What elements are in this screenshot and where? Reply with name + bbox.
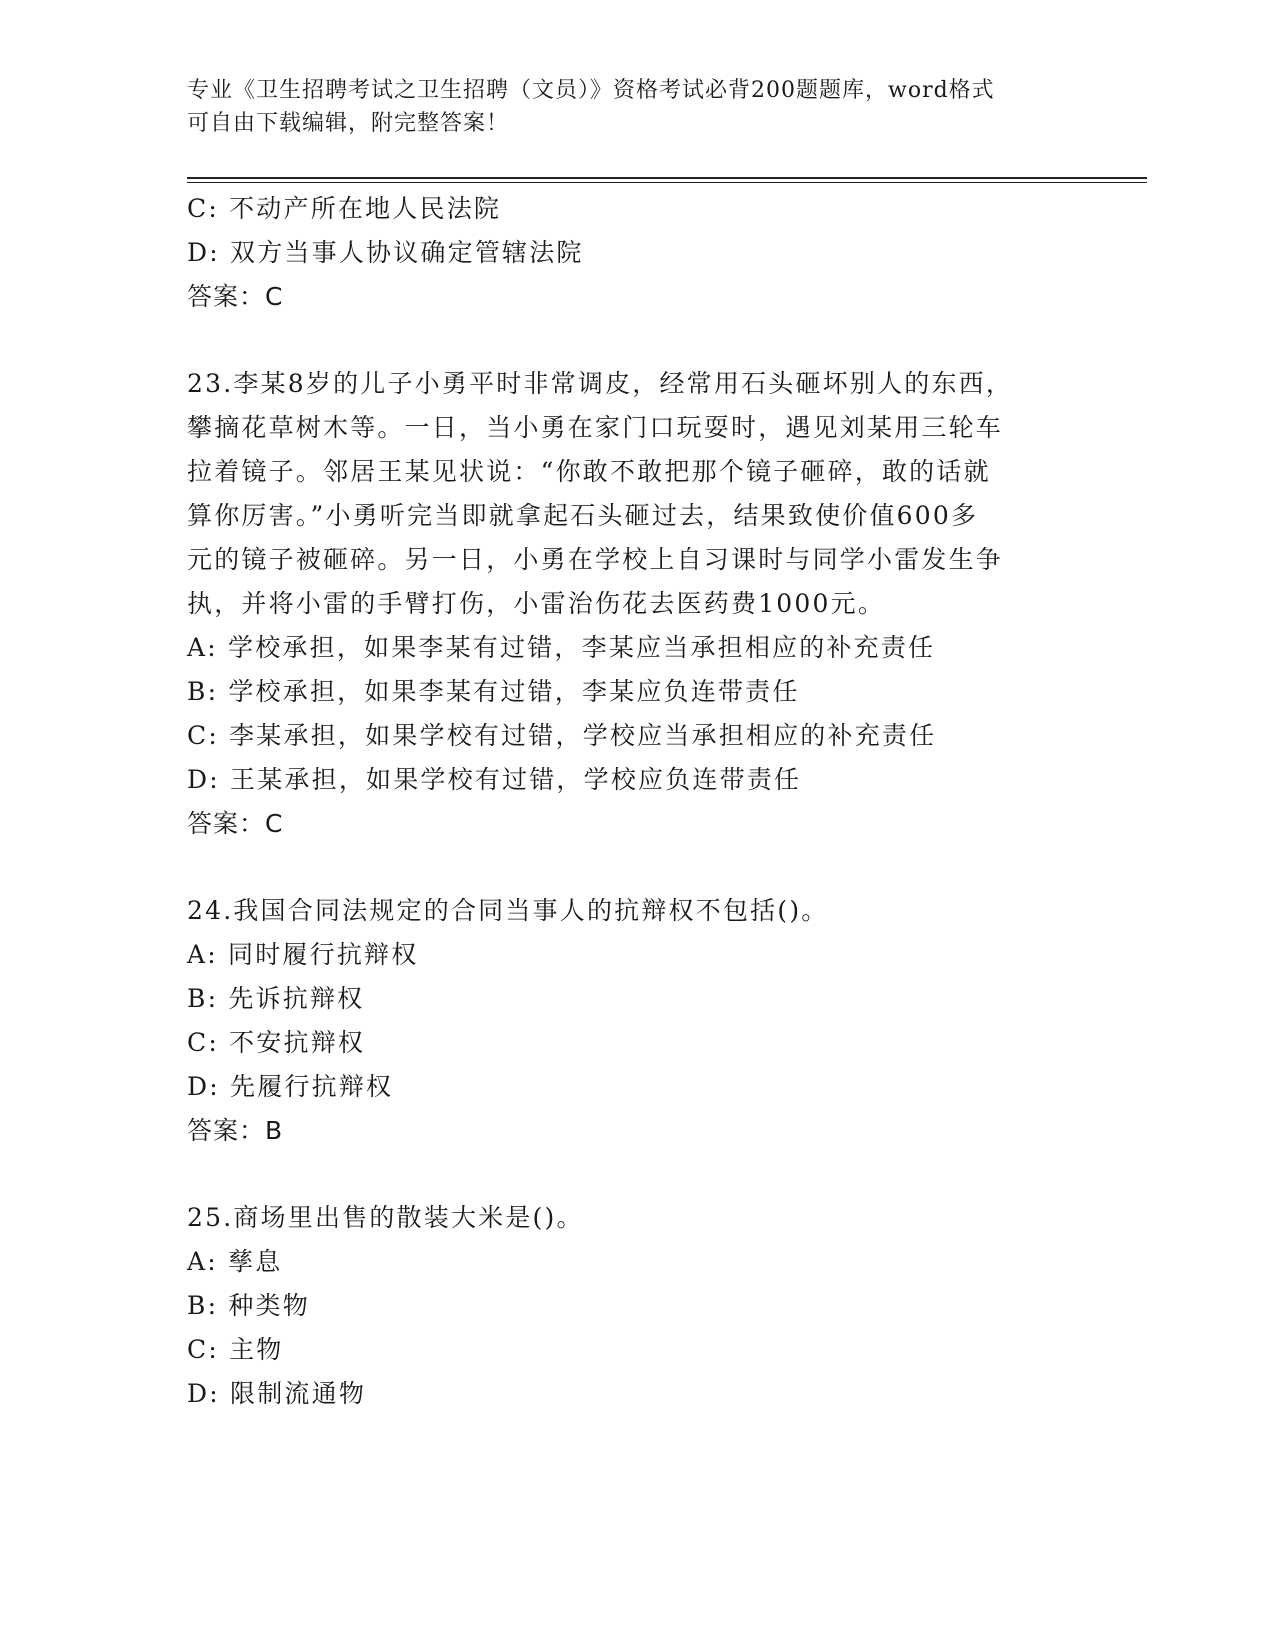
- q24-stem: 24.我国合同法规定的合同当事人的抗辩权不包括()。: [187, 896, 829, 925]
- q25-option-b: B: 种类物: [187, 1291, 310, 1320]
- q23-stem-line-1: 23.李某8岁的儿子小勇平时非常调皮，经常用石头砸坏别人的东西，: [187, 369, 1014, 398]
- q22-option-d: D: 双方当事人协议确定管辖法院: [187, 238, 584, 267]
- q23-option-b: B: 学校承担，如果李某有过错，李某应负连带责任: [187, 677, 800, 706]
- q23-option-a: A: 学校承担，如果李某有过错，李某应当承担相应的补充责任: [187, 633, 936, 662]
- q24-answer: 答案：B: [187, 1116, 284, 1145]
- q23-stem-line-3: 拉着镜子。邻居王某见状说：“你敢不敢把那个镜子砸碎，敢的话就: [187, 457, 991, 486]
- q25-option-a: A: 孳息: [187, 1247, 283, 1276]
- header-rule-thin: [187, 182, 1147, 183]
- header-rule-thick: [187, 177, 1147, 179]
- q23-option-d: D: 王某承担，如果学校有过错，学校应负连带责任: [187, 765, 802, 794]
- q24-option-b: B: 先诉抗辩权: [187, 984, 365, 1013]
- q22-answer: 答案：C: [187, 282, 284, 311]
- q23-stem-line-4: 算你厉害。”小勇听完当即就拿起石头砸过去，结果致使价值600多: [187, 501, 979, 530]
- document-header: [187, 74, 1087, 140]
- q23-answer: 答案：C: [187, 809, 284, 838]
- q23-stem-line-6: 执，并将小雷的手臂打伤，小雷治伤花去医药费1000元。: [187, 589, 886, 618]
- q23-stem-line-2: 攀摘花草树木等。一日，当小勇在家门口玩耍时，遇见刘某用三轮车: [187, 413, 1004, 442]
- q23-option-c: C: 李某承担，如果学校有过错，学校应当承担相应的补充责任: [187, 721, 937, 750]
- header-line-2: 可自由下载编辑，附完整答案！: [187, 111, 510, 136]
- q25-option-c: C: 主物: [187, 1335, 284, 1364]
- q22-option-c: C: 不动产所在地人民法院: [187, 194, 502, 223]
- q23-stem-line-5: 元的镜子被砸碎。另一日，小勇在学校上自习课时与同学小雷发生争: [187, 545, 1004, 574]
- header-line-1: 专业《卫生招聘考试之卫生招聘（文员）》资格考试必背200题题库，word格式: [187, 78, 995, 103]
- q24-option-a: A: 同时履行抗辩权: [187, 940, 419, 969]
- q24-option-c: C: 不安抗辩权: [187, 1028, 366, 1057]
- q25-option-d: D: 限制流通物: [187, 1379, 367, 1408]
- q25-stem: 25.商场里出售的散装大米是()。: [187, 1203, 584, 1232]
- q24-option-d: D: 先履行抗辩权: [187, 1072, 394, 1101]
